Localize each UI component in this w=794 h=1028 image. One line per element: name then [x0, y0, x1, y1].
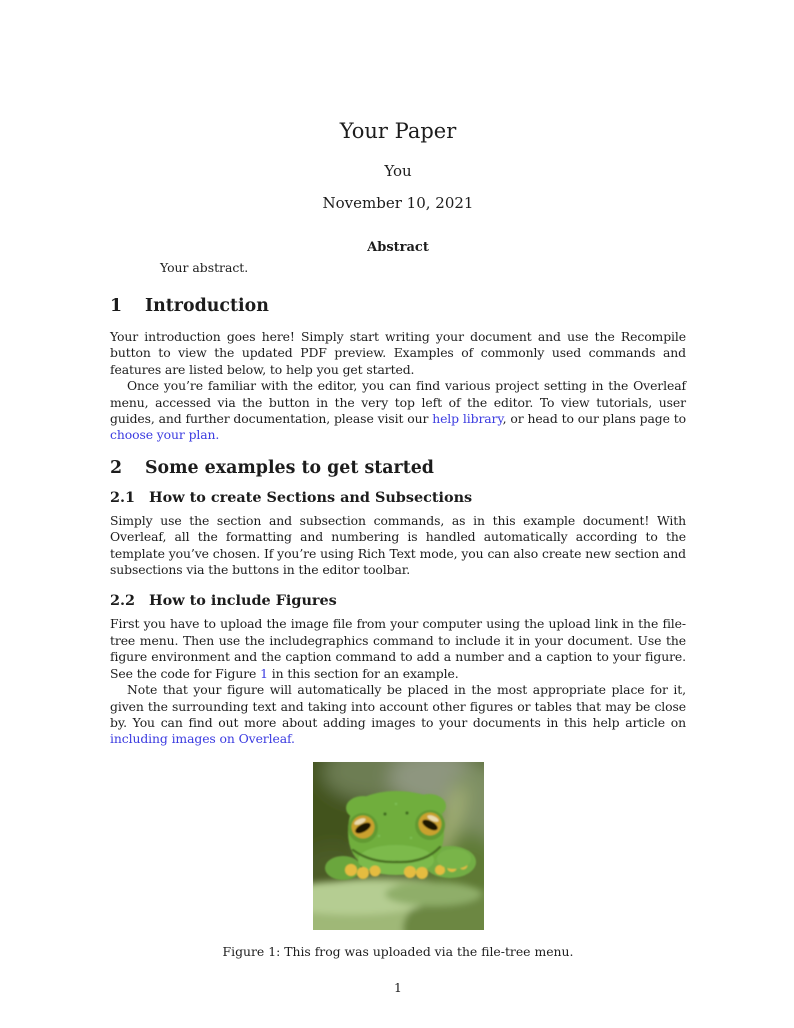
text-segment: Simply use the section and subsection commands, as in this example document! With Overleaf, all the formatting and numbering is handled automatically according to the template you’ve chosen. If you’re using Rich Text mode, you can also create new section and subsections via the buttons in the editor toolbar. [110, 512, 686, 578]
subsection-title: How to create Sections and Subsections [149, 488, 473, 506]
frog-figure [313, 762, 484, 930]
frog-photo [313, 762, 484, 930]
paper-author: You [384, 162, 412, 180]
subsection-number: 2.1 [110, 488, 136, 506]
text-segment: First you have to upload the image file from your computer using the upload link in the file-tree menu. Then use the includegraphics command to include it in your document. Use the figure environment and the caption command to add a number and a caption to your figure. See the code for Figure [110, 616, 686, 681]
inline-link[interactable]: help library [432, 411, 503, 427]
intro-paragraph-1 [110, 329, 686, 378]
branch [313, 878, 484, 930]
page-number: 1 [394, 979, 402, 995]
right-eye [415, 810, 445, 840]
section-title: Some examples to get started [145, 457, 434, 478]
subsection-number: 2.2 [110, 592, 136, 610]
intro-paragraph-2 [110, 378, 686, 444]
left-eye [348, 813, 378, 843]
abstract-heading: Abstract [367, 240, 429, 255]
inline-link[interactable]: 1 [260, 665, 268, 681]
text-segment: Once you’re familiar with the editor, you can find various project setting in the Overleaf menu, accessed via the button in the very top left of the editor. To view tutorials, user guides, and further documentation, please visit our [110, 378, 686, 427]
paper-title: Your Paper [339, 119, 457, 143]
subsection-sections-paragraph [110, 513, 686, 579]
inline-link[interactable]: including images on Overleaf. [110, 731, 295, 747]
section-title: Introduction [145, 296, 269, 316]
subsection-figures-paragraph-1 [110, 616, 686, 682]
paper-date: November 10, 2021 [322, 194, 474, 212]
section-number: 1 [110, 296, 123, 316]
subsection-figures-paragraph-2 [110, 682, 686, 748]
inline-link[interactable]: choose your plan. [110, 427, 220, 443]
section-heading-examples [110, 458, 686, 479]
figure-caption: Figure 1: This frog was uploaded via the file-tree menu. [222, 943, 574, 959]
subsection-heading-figures [110, 592, 686, 610]
subsection-title: How to include Figures [149, 592, 337, 610]
subsection-heading-sections [110, 489, 686, 507]
text-segment: , or head to our plans page to [502, 411, 686, 427]
text-segment: Note that your figure will automatically be placed in the most appropriate place for it, given the surrounding text and taking into account other figures or tables that may be close by. You can find out more about adding images to your documents in this help article on [110, 682, 686, 730]
section-heading-introduction [110, 296, 686, 317]
text-segment: Your introduction goes here! Simply start writing your document and use the Recompile button to view the updated PDF preview. Examples of commonly used commands and features are listed below, to help you get started. [110, 329, 686, 377]
abstract-text: Your abstract. [160, 260, 249, 275]
section-number: 2 [110, 457, 123, 478]
text-segment: in this section for an example. [267, 665, 459, 681]
